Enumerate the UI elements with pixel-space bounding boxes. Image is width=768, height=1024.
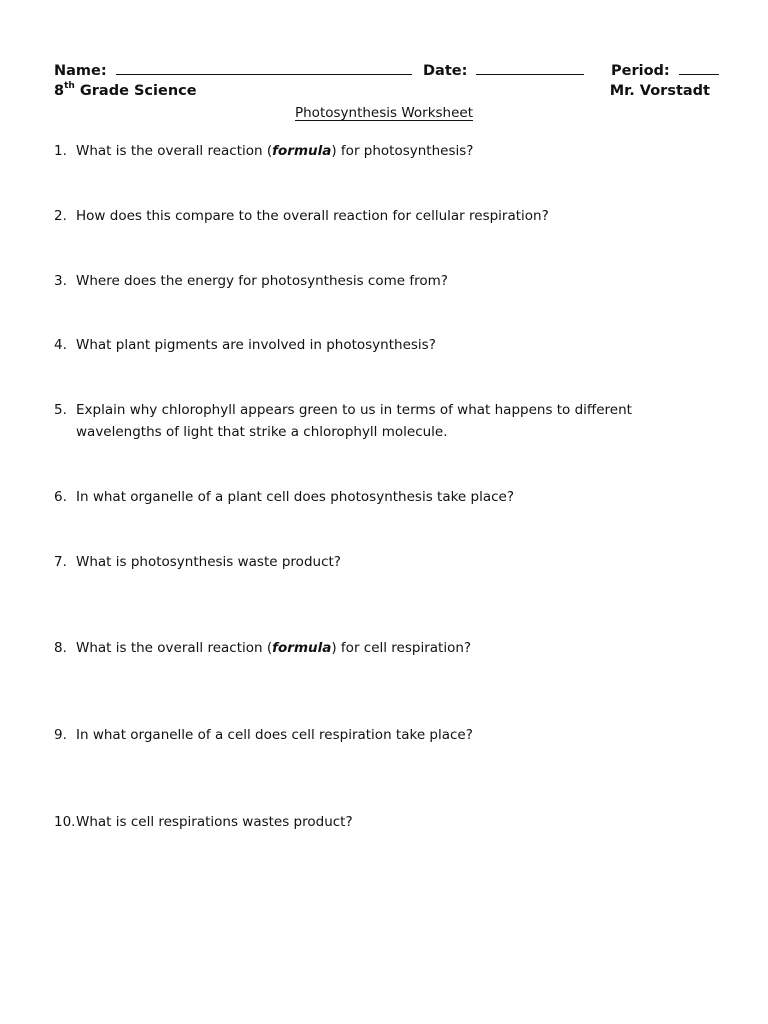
- grade-number: 8: [54, 83, 65, 99]
- question-text: In what organelle of a cell does cell respiration take place?: [76, 727, 473, 743]
- question-text: What is the overall reaction (formula) for photosynthesis?: [76, 143, 474, 159]
- worksheet-title: [0, 105, 768, 121]
- name-blank[interactable]: [116, 60, 412, 75]
- question-text: How does this compare to the overall reaction for cellular respiration?: [76, 208, 549, 224]
- header-row-bottom: [54, 83, 710, 103]
- question-text: What is the overall reaction (formula) for cell respiration?: [76, 640, 472, 656]
- question-number: 9.: [54, 727, 67, 743]
- grade-course: Grade Science: [79, 83, 197, 99]
- question-text: Where does the energy for photosynthesis come from?: [76, 273, 448, 289]
- question-text: [76, 399, 716, 443]
- question-number: 2.: [54, 208, 67, 224]
- period-field: [611, 60, 719, 79]
- date-field: [423, 60, 584, 79]
- grade-suffix: th: [64, 81, 75, 92]
- question-text: In what organelle of a plant cell does photosynthesis take place?: [76, 489, 515, 505]
- question-number: 5.: [54, 402, 67, 418]
- course-name: [54, 83, 197, 99]
- worksheet-title-text: Photosynthesis Worksheet: [294, 105, 474, 121]
- date-label: Date:: [423, 63, 468, 79]
- name-field: [54, 60, 412, 79]
- question-text-line-1: Explain why chlorophyll appears green to us in terms of what happens to different: [76, 402, 632, 418]
- header-row-top: [54, 60, 710, 80]
- question-text: What is cell respirations wastes product?: [76, 814, 353, 830]
- question-number: 3.: [54, 273, 67, 289]
- question-emphasis: formula: [272, 143, 332, 159]
- question-number: 6.: [54, 489, 67, 505]
- name-label: Name:: [54, 63, 107, 79]
- question-text: What is photosynthesis waste product?: [76, 554, 341, 570]
- period-blank[interactable]: [679, 60, 719, 75]
- period-label: Period:: [611, 63, 670, 79]
- question-emphasis: formula: [272, 640, 332, 656]
- question-text-line-2: wavelengths of light that strike a chlorophyll molecule.: [76, 424, 448, 440]
- question-number: 10.: [54, 814, 76, 830]
- question-number: 8.: [54, 640, 67, 656]
- question-number: 7.: [54, 554, 67, 570]
- question-number: 1.: [54, 143, 67, 159]
- date-blank[interactable]: [476, 60, 584, 75]
- question-text: What plant pigments are involved in photosynthesis?: [76, 337, 436, 353]
- teacher-name: Mr. Vorstadt: [609, 83, 710, 99]
- question-number: 4.: [54, 337, 67, 353]
